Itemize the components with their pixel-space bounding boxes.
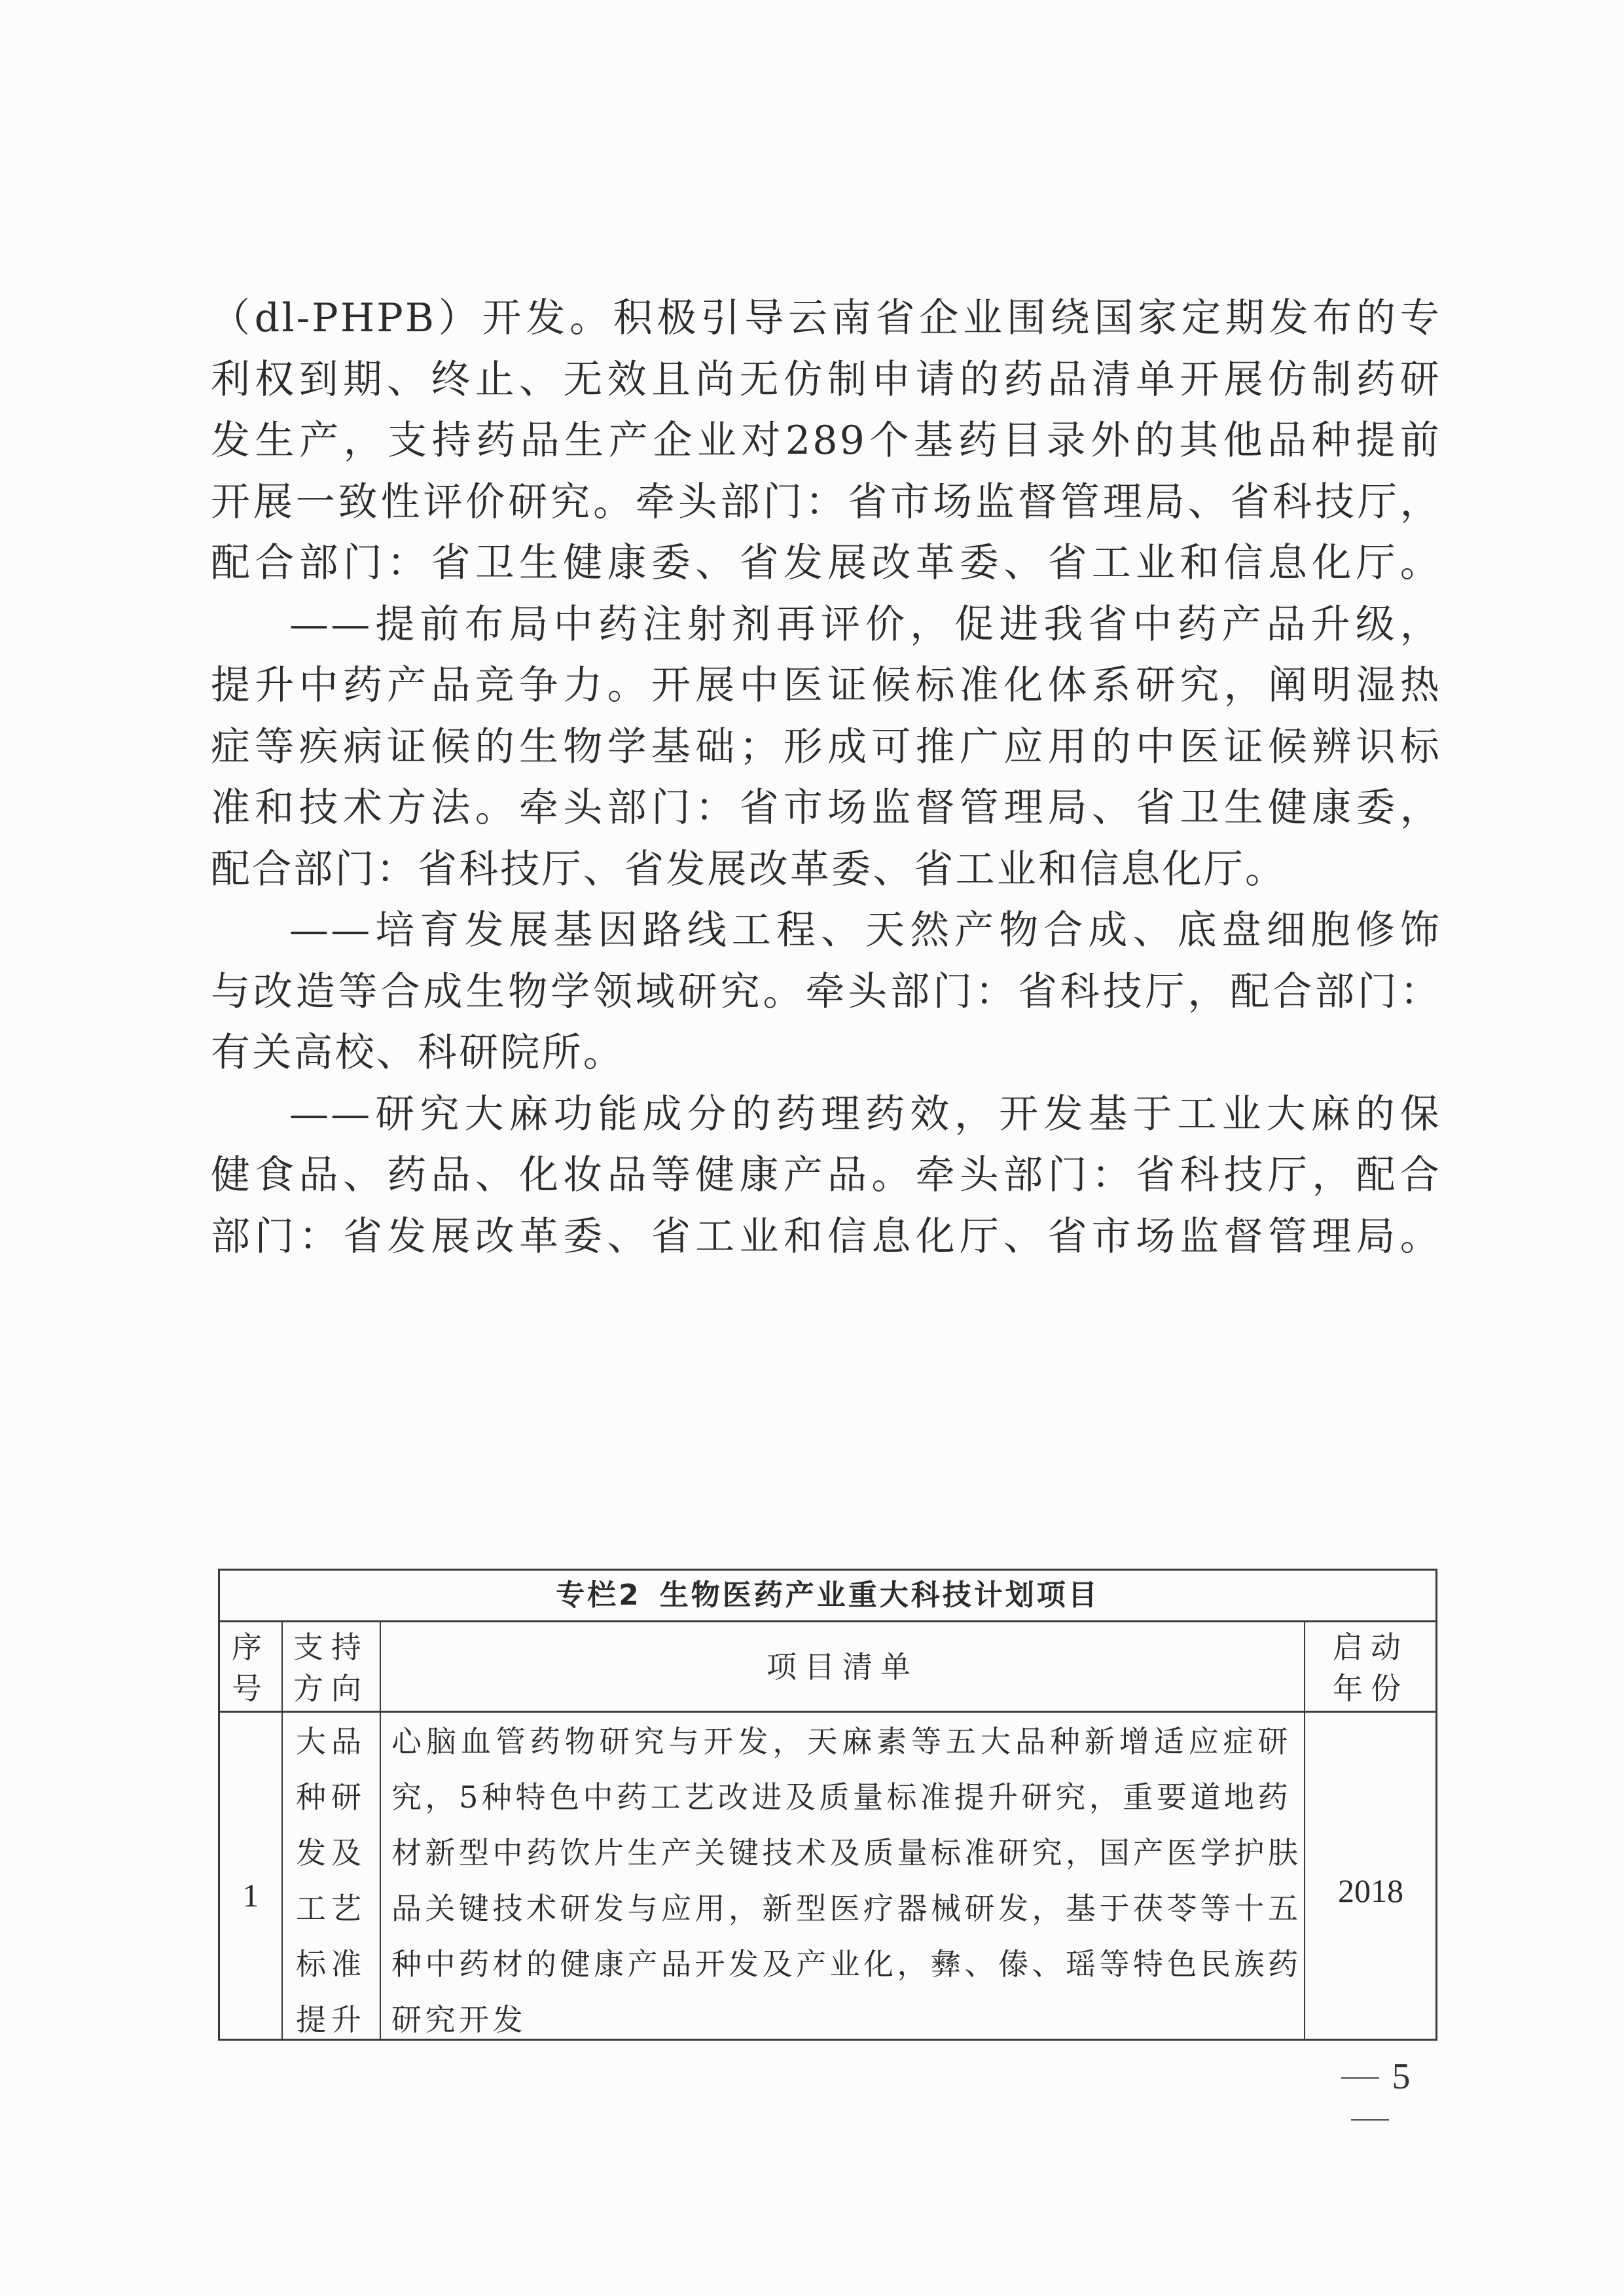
- paragraph-line: 准和技术方法。牵头部门：省市场监督管理局、省卫生健康委，: [211, 785, 1441, 831]
- direction-line: 标准: [296, 1946, 367, 1982]
- body-text: [211, 288, 1441, 1267]
- dash-decoration: [1351, 2119, 1389, 2121]
- header-year-line: 启动: [1333, 1630, 1409, 1665]
- paragraph-line: 开展一致性评价研究。牵头部门：省市场监督管理局、省科技厅，: [211, 479, 1441, 525]
- item-line: 材新型中药饮片生产关键技术及质量标准研究，国产医学护肤: [391, 1835, 1302, 1870]
- header-year: [1305, 1627, 1436, 1709]
- page-number: [1299, 2056, 1440, 2140]
- direction-line: 大品: [296, 1724, 367, 1759]
- header-direction: [283, 1627, 380, 1709]
- header-direction-line: 支持: [293, 1630, 369, 1665]
- direction-line: 工艺: [296, 1891, 367, 1926]
- item-line: 究，5种特色中药工艺改进及质量标准提升研究，重要道地药: [391, 1779, 1291, 1815]
- paragraph-line: 与改造等合成生物学领域研究。牵头部门：省科技厅，配合部门：: [211, 968, 1441, 1015]
- header-direction-line: 方向: [293, 1671, 369, 1706]
- item-line: 心脑血管药物研究与开发，天麻素等五大品种新增适应症研: [391, 1724, 1291, 1759]
- paragraph-line: 健食品、药品、化妆品等健康产品。牵头部门：省科技厅，配合: [211, 1152, 1441, 1198]
- item-line: 种中药材的健康产品开发及产业化，彝、傣、瑶等特色民族药: [391, 1946, 1302, 1982]
- item-line: 品关键技术研发与应用，新型医疗器械研发，基于茯苓等十五: [391, 1891, 1302, 1926]
- paragraph-line: （dl-PHPB）开发。积极引导云南省企业围绕国家定期发布的专: [211, 295, 1441, 341]
- direction-line: 发及: [296, 1835, 367, 1870]
- header-seq-line: 序: [232, 1630, 270, 1665]
- paragraph-line: 提升中药产品竞争力。开展中医证候标准化体系研究，阐明湿热: [211, 663, 1441, 708]
- table-title-prefix: 专栏2: [556, 1578, 641, 1612]
- row-year: 2018: [1338, 1872, 1403, 1909]
- header-seq-line: 号: [232, 1671, 270, 1706]
- row-direction: [283, 1714, 380, 2048]
- table-title: [220, 1571, 1435, 1622]
- paragraph-line: ——提前布局中药注射剂再评价，促进我省中药产品升级，: [289, 601, 1441, 647]
- header-year-line: 年份: [1333, 1671, 1409, 1706]
- paragraph-line: ——研究大麻功能成分的药理药效，开发基于工业大麻的保: [289, 1091, 1441, 1137]
- header-items: 项目清单: [767, 1649, 918, 1685]
- direction-line: 种研: [296, 1779, 367, 1815]
- row-seq: 1: [242, 1877, 259, 1914]
- page-number-value: 5: [1392, 2056, 1412, 2097]
- paragraph-line: ——培育发展基因路线工程、天然产物合成、底盘细胞修饰: [289, 907, 1441, 953]
- table-title-text: 生物医药产业重大科技计划项目: [659, 1578, 1100, 1612]
- paragraph-line: 发生产，支持药品生产企业对289个基药目录外的其他品种提前: [211, 418, 1441, 464]
- paragraph-line: 配合部门：省卫生健康委、省发展改革委、省工业和信息化厅。: [211, 540, 1441, 586]
- row-items: [391, 1714, 1302, 2048]
- paragraph-line: 有关高校、科研院所。: [211, 1030, 624, 1076]
- dash-decoration: [1341, 2077, 1379, 2079]
- paragraph-line: 症等疾病证候的生物学基础；形成可推广应用的中医证候辨识标: [211, 723, 1441, 770]
- header-row-divider: [220, 1711, 1435, 1713]
- paragraph-line: 部门：省发展改革委、省工业和信息化厅、省市场监督管理局。: [211, 1213, 1441, 1260]
- header-seq: [220, 1627, 281, 1709]
- item-line: 研究开发: [391, 2002, 526, 2037]
- direction-line: 提升: [296, 2002, 367, 2037]
- paragraph-line: 利权到期、终止、无效且尚无仿制申请的药品清单开展仿制药研: [211, 356, 1441, 403]
- paragraph-line: 配合部门：省科技厅、省发展改革委、省工业和信息化厅。: [211, 846, 1287, 892]
- project-table: [218, 1569, 1437, 2041]
